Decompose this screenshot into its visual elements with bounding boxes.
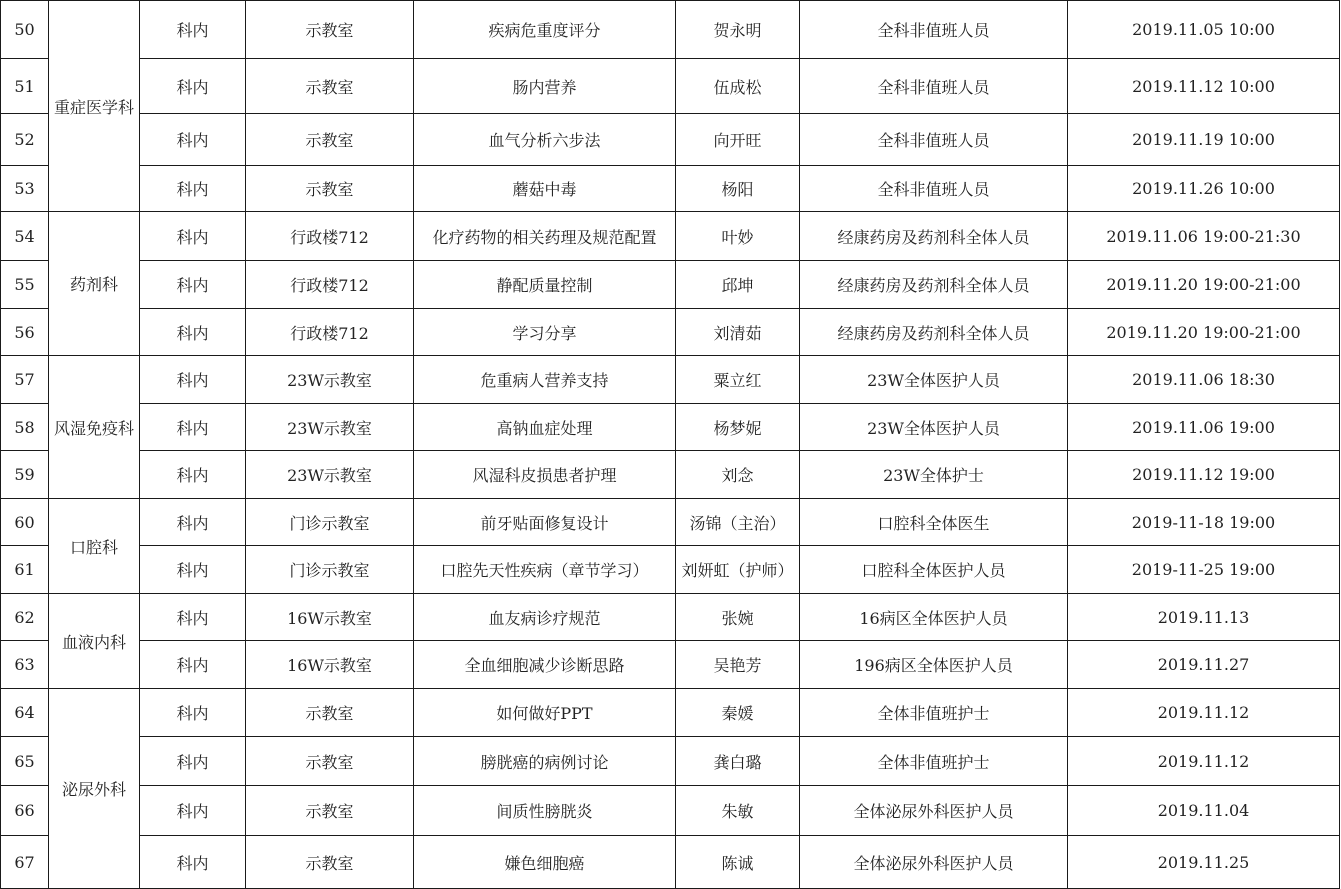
audience-cell: 经康药房及药剂科全体人员 (800, 261, 1068, 309)
topic-cell: 蘑菇中毒 (414, 166, 676, 212)
topic-cell: 前牙贴面修复设计 (414, 499, 676, 546)
topic-cell: 危重病人营养支持 (414, 356, 676, 404)
training-type-cell: 科内 (140, 114, 246, 166)
time-cell: 2019.11.12 19:00 (1068, 451, 1340, 499)
time-cell: 2019.11.06 19:00-21:30 (1068, 212, 1340, 261)
row-number-cell: 63 (1, 641, 49, 689)
speaker-cell: 粟立红 (676, 356, 800, 404)
location-cell: 示教室 (246, 689, 414, 737)
location-cell: 门诊示教室 (246, 546, 414, 594)
topic-cell: 高钠血症处理 (414, 404, 676, 451)
location-cell: 示教室 (246, 59, 414, 114)
training-type-cell: 科内 (140, 261, 246, 309)
speaker-cell: 杨梦妮 (676, 404, 800, 451)
table-row (1, 114, 1340, 166)
table-row (1, 737, 1340, 786)
audience-cell: 口腔科全体医生 (800, 499, 1068, 546)
table-row (1, 499, 1340, 546)
topic-cell: 全血细胞减少诊断思路 (414, 641, 676, 689)
table-row (1, 261, 1340, 309)
row-number-cell: 66 (1, 786, 49, 836)
row-number-cell: 60 (1, 499, 49, 546)
row-number-cell: 59 (1, 451, 49, 499)
table-body (1, 1, 1340, 889)
table-row (1, 309, 1340, 356)
table-row (1, 594, 1340, 641)
time-cell: 2019.11.26 10:00 (1068, 166, 1340, 212)
topic-cell: 静配质量控制 (414, 261, 676, 309)
audience-cell: 196病区全体医护人员 (800, 641, 1068, 689)
department-cell: 重症医学科 (49, 1, 140, 212)
department-cell: 风湿免疫科 (49, 356, 140, 499)
training-type-cell: 科内 (140, 641, 246, 689)
row-number-cell: 57 (1, 356, 49, 404)
location-cell: 示教室 (246, 166, 414, 212)
speaker-cell: 刘念 (676, 451, 800, 499)
audience-cell: 23W全体医护人员 (800, 356, 1068, 404)
topic-cell: 血友病诊疗规范 (414, 594, 676, 641)
training-type-cell: 科内 (140, 737, 246, 786)
training-type-cell: 科内 (140, 689, 246, 737)
table-row (1, 836, 1340, 889)
location-cell: 16W示教室 (246, 594, 414, 641)
speaker-cell: 叶妙 (676, 212, 800, 261)
location-cell: 16W示教室 (246, 641, 414, 689)
department-cell: 泌尿外科 (49, 689, 140, 889)
training-type-cell: 科内 (140, 212, 246, 261)
time-cell: 2019.11.12 10:00 (1068, 59, 1340, 114)
time-cell: 2019.11.05 10:00 (1068, 1, 1340, 59)
audience-cell: 全体泌尿外科医护人员 (800, 786, 1068, 836)
topic-cell: 如何做好PPT (414, 689, 676, 737)
audience-cell: 全体泌尿外科医护人员 (800, 836, 1068, 889)
training-type-cell: 科内 (140, 836, 246, 889)
time-cell: 2019.11.20 19:00-21:00 (1068, 309, 1340, 356)
time-cell: 2019.11.27 (1068, 641, 1340, 689)
training-type-cell: 科内 (140, 166, 246, 212)
speaker-cell: 汤锦（主治） (676, 499, 800, 546)
training-type-cell: 科内 (140, 404, 246, 451)
topic-cell: 膀胱癌的病例讨论 (414, 737, 676, 786)
table-row (1, 786, 1340, 836)
topic-cell: 血气分析六步法 (414, 114, 676, 166)
training-type-cell: 科内 (140, 309, 246, 356)
row-number-cell: 64 (1, 689, 49, 737)
topic-cell: 嫌色细胞癌 (414, 836, 676, 889)
speaker-cell: 向开旺 (676, 114, 800, 166)
location-cell: 示教室 (246, 114, 414, 166)
location-cell: 23W示教室 (246, 451, 414, 499)
row-number-cell: 51 (1, 59, 49, 114)
table-row (1, 212, 1340, 261)
time-cell: 2019.11.12 (1068, 737, 1340, 786)
time-cell: 2019.11.19 10:00 (1068, 114, 1340, 166)
training-type-cell: 科内 (140, 1, 246, 59)
row-number-cell: 50 (1, 1, 49, 59)
audience-cell: 23W全体护士 (800, 451, 1068, 499)
training-type-cell: 科内 (140, 356, 246, 404)
row-number-cell: 58 (1, 404, 49, 451)
audience-cell: 全体非值班护士 (800, 689, 1068, 737)
topic-cell: 风湿科皮损患者护理 (414, 451, 676, 499)
department-cell: 血液内科 (49, 594, 140, 689)
table-row (1, 641, 1340, 689)
topic-cell: 学习分享 (414, 309, 676, 356)
speaker-cell: 吴艳芳 (676, 641, 800, 689)
row-number-cell: 54 (1, 212, 49, 261)
time-cell: 2019-11-25 19:00 (1068, 546, 1340, 594)
topic-cell: 肠内营养 (414, 59, 676, 114)
department-cell: 药剂科 (49, 212, 140, 356)
training-type-cell: 科内 (140, 786, 246, 836)
training-type-cell: 科内 (140, 499, 246, 546)
training-type-cell: 科内 (140, 546, 246, 594)
time-cell: 2019.11.04 (1068, 786, 1340, 836)
time-cell: 2019.11.13 (1068, 594, 1340, 641)
speaker-cell: 陈诚 (676, 836, 800, 889)
audience-cell: 全科非值班人员 (800, 1, 1068, 59)
table-row (1, 546, 1340, 594)
speaker-cell: 刘妍虹（护师） (676, 546, 800, 594)
table-row (1, 1, 1340, 59)
training-type-cell: 科内 (140, 59, 246, 114)
row-number-cell: 65 (1, 737, 49, 786)
audience-cell: 口腔科全体医护人员 (800, 546, 1068, 594)
speaker-cell: 贺永明 (676, 1, 800, 59)
row-number-cell: 61 (1, 546, 49, 594)
time-cell: 2019.11.06 18:30 (1068, 356, 1340, 404)
department-cell: 口腔科 (49, 499, 140, 594)
row-number-cell: 55 (1, 261, 49, 309)
table-row (1, 404, 1340, 451)
row-number-cell: 62 (1, 594, 49, 641)
speaker-cell: 伍成松 (676, 59, 800, 114)
speaker-cell: 杨阳 (676, 166, 800, 212)
topic-cell: 化疗药物的相关药理及规范配置 (414, 212, 676, 261)
time-cell: 2019.11.06 19:00 (1068, 404, 1340, 451)
topic-cell: 疾病危重度评分 (414, 1, 676, 59)
audience-cell: 经康药房及药剂科全体人员 (800, 309, 1068, 356)
location-cell: 行政楼712 (246, 261, 414, 309)
location-cell: 23W示教室 (246, 404, 414, 451)
audience-cell: 经康药房及药剂科全体人员 (800, 212, 1068, 261)
audience-cell: 16病区全体医护人员 (800, 594, 1068, 641)
row-number-cell: 67 (1, 836, 49, 889)
location-cell: 示教室 (246, 786, 414, 836)
location-cell: 示教室 (246, 1, 414, 59)
audience-cell: 23W全体医护人员 (800, 404, 1068, 451)
location-cell: 行政楼712 (246, 212, 414, 261)
location-cell: 行政楼712 (246, 309, 414, 356)
row-number-cell: 52 (1, 114, 49, 166)
row-number-cell: 56 (1, 309, 49, 356)
speaker-cell: 龚白璐 (676, 737, 800, 786)
table-row (1, 356, 1340, 404)
speaker-cell: 刘清茹 (676, 309, 800, 356)
row-number-cell: 53 (1, 166, 49, 212)
time-cell: 2019.11.12 (1068, 689, 1340, 737)
training-type-cell: 科内 (140, 451, 246, 499)
time-cell: 2019.11.25 (1068, 836, 1340, 889)
table-row (1, 59, 1340, 114)
audience-cell: 全体非值班护士 (800, 737, 1068, 786)
training-type-cell: 科内 (140, 594, 246, 641)
location-cell: 23W示教室 (246, 356, 414, 404)
location-cell: 示教室 (246, 737, 414, 786)
location-cell: 示教室 (246, 836, 414, 889)
speaker-cell: 邱坤 (676, 261, 800, 309)
location-cell: 门诊示教室 (246, 499, 414, 546)
speaker-cell: 朱敏 (676, 786, 800, 836)
table-row (1, 166, 1340, 212)
time-cell: 2019.11.20 19:00-21:00 (1068, 261, 1340, 309)
time-cell: 2019-11-18 19:00 (1068, 499, 1340, 546)
table-row (1, 689, 1340, 737)
audience-cell: 全科非值班人员 (800, 59, 1068, 114)
speaker-cell: 秦媛 (676, 689, 800, 737)
speaker-cell: 张婉 (676, 594, 800, 641)
topic-cell: 间质性膀胱炎 (414, 786, 676, 836)
topic-cell: 口腔先天性疾病（章节学习） (414, 546, 676, 594)
audience-cell: 全科非值班人员 (800, 114, 1068, 166)
audience-cell: 全科非值班人员 (800, 166, 1068, 212)
table-row (1, 451, 1340, 499)
